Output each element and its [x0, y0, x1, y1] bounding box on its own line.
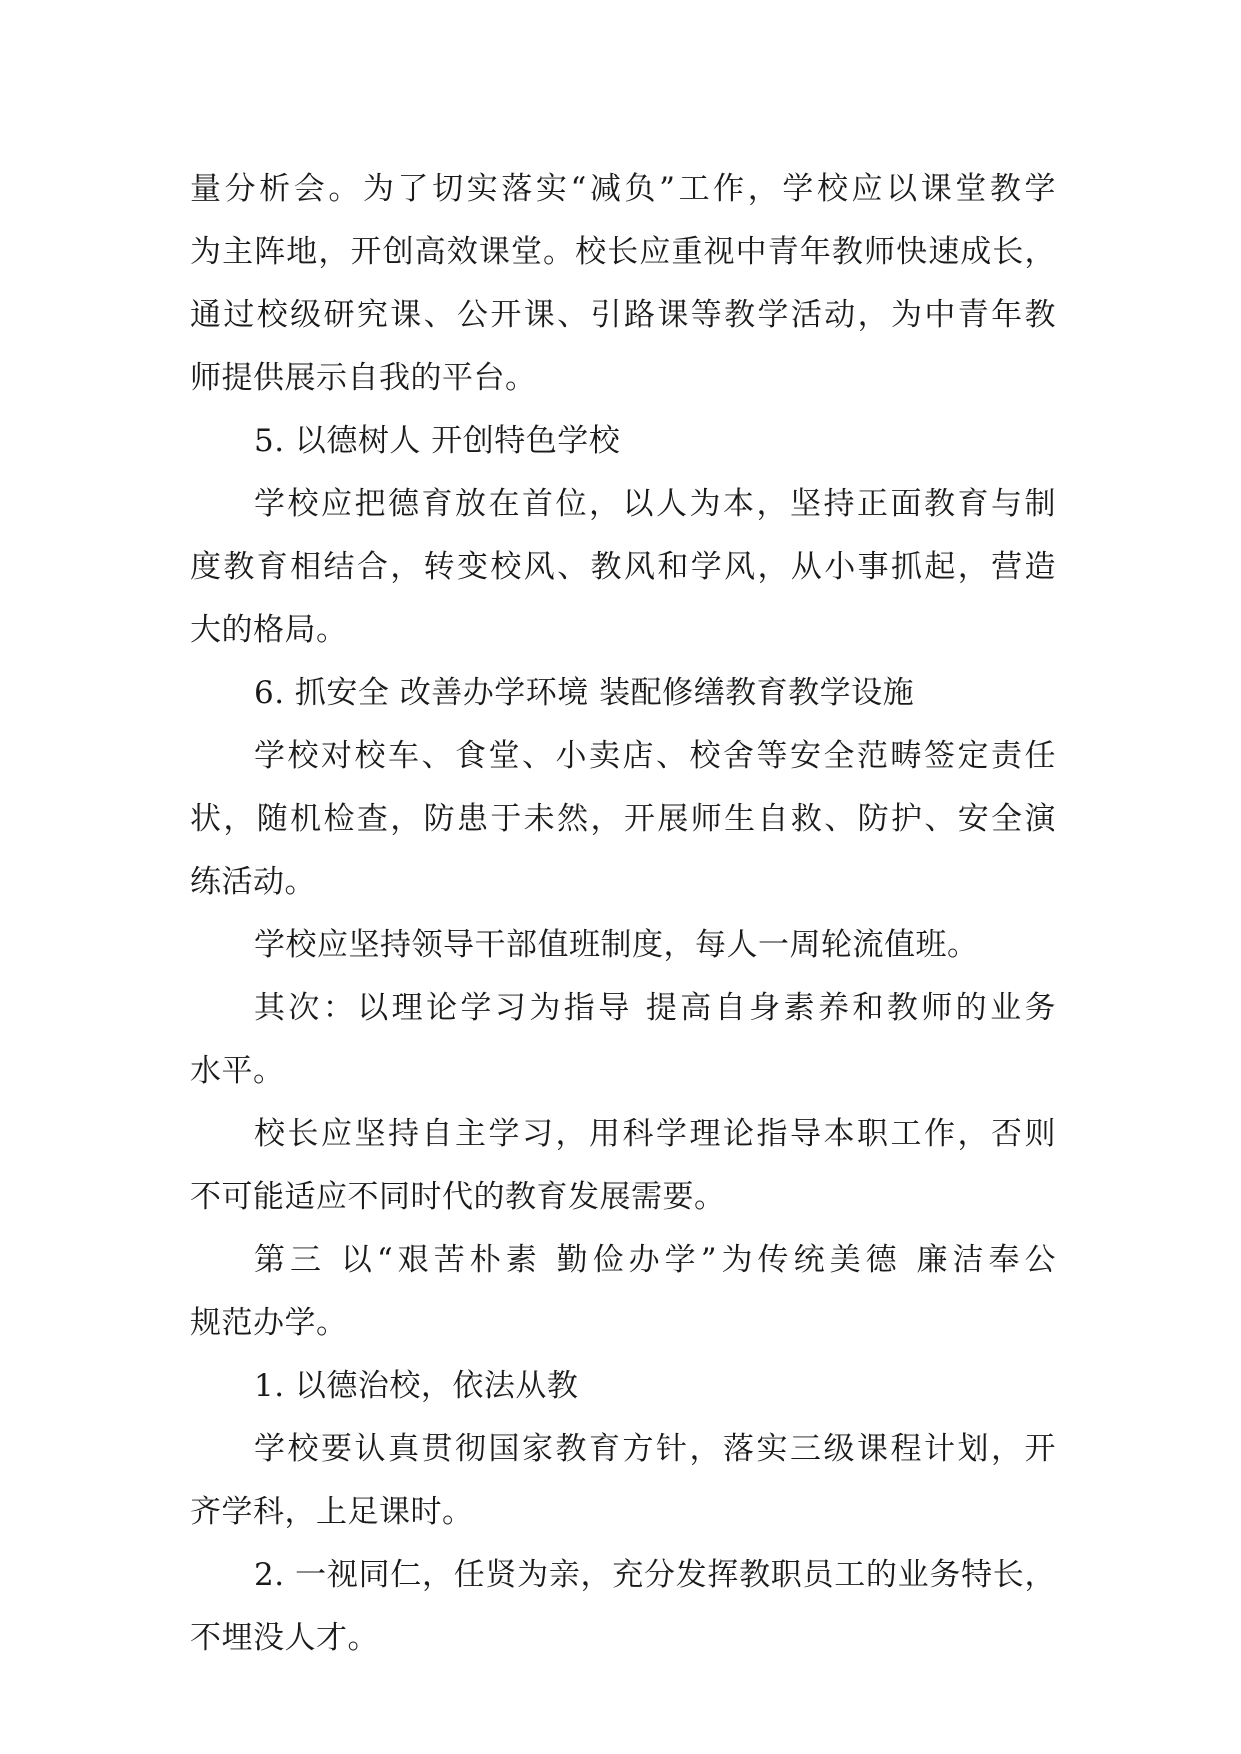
paragraph-line: 学校要认真贯彻国家教育方针，落实三级课程计划，开 [254, 1431, 1056, 1467]
paragraph-line: 练活动。 [190, 864, 316, 900]
section-heading: 6. 抓安全 改善办学环境 装配修缮教育教学设施 [254, 675, 915, 711]
paragraph-line: 量分析会。为了切实落实“减负”工作，学校应以课堂教学 [190, 171, 1056, 207]
paragraph-line: 2. 一视同仁，任贤为亲，充分发挥教职员工的业务特长， [254, 1557, 1056, 1593]
section-heading: 1. 以德治校，依法从教 [254, 1368, 579, 1404]
paragraph-line: 度教育相结合，转变校风、教风和学风，从小事抓起，营造 [190, 549, 1056, 585]
paragraph-line: 水平。 [190, 1053, 285, 1089]
paragraph-line: 不埋没人才。 [190, 1620, 379, 1656]
paragraph-line: 学校应把德育放在首位，以人为本，坚持正面教育与制 [254, 486, 1056, 522]
section-heading-continuation: 规范办学。 [190, 1305, 348, 1341]
document-page [190, 158, 1056, 1670]
paragraph-line: 状，随机检查，防患于未然，开展师生自救、防护、安全演 [190, 801, 1056, 837]
paragraph-line: 校长应坚持自主学习，用科学理论指导本职工作，否则 [254, 1116, 1056, 1152]
paragraph-line: 不可能适应不同时代的教育发展需要。 [190, 1179, 726, 1215]
paragraph-line: 大的格局。 [190, 612, 348, 648]
paragraph-line: 学校应坚持领导干部值班制度，每人一周轮流值班。 [254, 927, 979, 963]
section-heading: 其次：以理论学习为指导 提高自身素养和教师的业务 [254, 990, 1056, 1026]
paragraph-line: 通过校级研究课、公开课、引路课等教学活动，为中青年教 [190, 297, 1056, 333]
section-heading: 5. 以德树人 开创特色学校 [254, 423, 621, 459]
paragraph-line: 学校对校车、食堂、小卖店、校舍等安全范畴签定责任 [254, 738, 1056, 774]
paragraph-line: 为主阵地，开创高效课堂。校长应重视中青年教师快速成长， [190, 234, 1056, 270]
paragraph-line: 齐学科，上足课时。 [190, 1494, 474, 1530]
section-heading: 第三 以“艰苦朴素 勤俭办学”为传统美德 廉洁奉公 [254, 1242, 1056, 1278]
paragraph-line: 师提供展示自我的平台。 [190, 360, 537, 396]
